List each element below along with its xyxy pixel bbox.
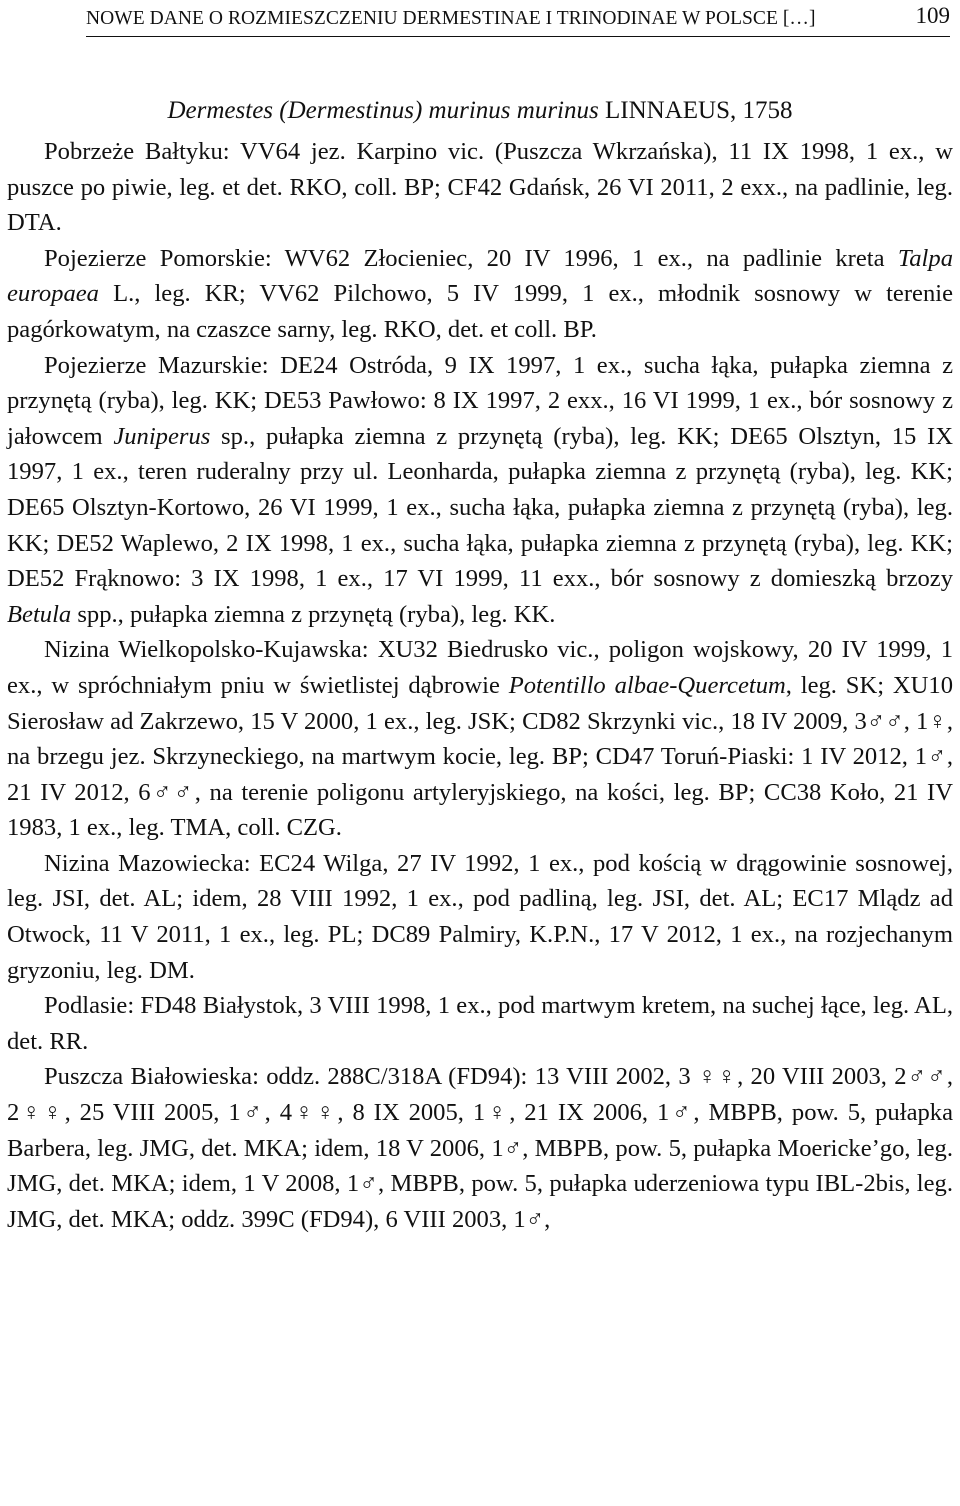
record-text: , leg. SK; XU10 Sierosław ad Zakrzewo, 15 V 2000, 1 ex., leg. JSK; CD82 Skrzynki vic., 18 IV 2009, 3♂♂, 1♀, na brzegu jez. Skrzyneckiego, na martwym kocie, leg. BP; CD47 Toruń-Piaski: 1 IV 2012, 1♂, 21 IV 2012, 6♂♂, na terenie poligonu artyleryjskiego, na kości, leg. BP; CC38 Koło, 21 IV 1983, 1 ex., leg. TMA, coll. CZG. (7, 671, 953, 842)
record-text: sp., pułapka ziemna z przynętą (ryba), leg. KK; DE65 Olsztyn, 15 IX 1997, 1 ex., teren ruderalny przy ul. Leonharda, pułapka ziemna z przynętą (ryba), leg. KK; DE65 Olsztyn-Kortowo, 26 VI 1999, 1 ex., sucha łąka, pułapka ziemna z przynętą (ryba), leg. KK; DE52 Waplewo, 2 IX 1998, 1 ex., sucha łąka, pułapka ziemna z przynętą (ryba), leg. KK; DE52 Frąknowo: 3 IX 1998, 1 ex., 17 VI 1999, 11 exx., bór sosnowy z domieszką brzozy (7, 422, 953, 593)
record-paragraph (7, 632, 953, 846)
record-paragraph (7, 1059, 953, 1237)
record-text: Nizina Wielkopolsko-Kujawska: XU32 Biedrusko vic., poligon wojskowy, 20 IV 1999, 1 ex., w spróchniałym pniu w świetlistej dąbrowie (7, 636, 953, 699)
record-text: Pobrzeże Bałtyku: VV64 jez. Karpino vic. (Puszcza Wkrzańska), 11 IX 1998, 1 ex., w puszce po piwie, leg. et det. RKO, coll. BP; CF42 Gdańsk, 26 VI 2011, 2 exx., na padlinie, leg. DTA. (7, 138, 953, 237)
running-title: NOWE DANE O ROZMIESZCZENIU DERMESTINAE I TRINODINAE W POLSCE […] (86, 8, 816, 29)
header-rule (86, 36, 950, 37)
record-paragraphs (7, 134, 953, 1237)
record-paragraph (7, 846, 953, 988)
taxon-name: Talpa europaea (7, 244, 953, 308)
record-paragraph (7, 134, 953, 241)
record-text: L., leg. KR; VV62 Pilchowo, 5 IV 1999, 1 ex., młodnik sosnowy w terenie pagórkowatym, na czaszce sarny, leg. RKO, det. et coll. BP. (7, 280, 953, 343)
page-header (86, 2, 950, 36)
species-heading (7, 88, 953, 134)
record-text: Puszcza Białowieska: oddz. 288C/318A (FD94): 13 VIII 2002, 3 ♀♀, 20 VIII 2003, 2♂♂, 2♀♀, 25 VIII 2005, 1♂, 4♀♀, 8 IX 2005, 1♀, 21 IX 2006, 1♂, MBPB, pow. 5, pułapka Barbera, leg. JMG, det. MKA; idem, 18 V 2006, 1♂, MBPB, pow. 5, pułapka Moericke’go, leg. JMG, det. MKA; idem, 1 V 2008, 1♂, MBPB, pow. 5, pułapka uderzeniowa typu IBL-2bis, leg. JMG, det. MKA; oddz. 399C (FD94), 6 VIII 2003, 1♂, (7, 1063, 953, 1233)
species-name: Dermestes (Dermestinus) murinus murinus (167, 97, 599, 124)
taxon-name: Betula (7, 600, 72, 628)
record-text: spp., pułapka ziemna z przynętą (ryba), leg. KK. (71, 600, 556, 628)
record-paragraph (7, 348, 953, 633)
taxon-name: Potentillo albae-Quercetum (508, 671, 786, 699)
record-text: Pojezierze Pomorskie: WV62 Złocieniec, 20 IV 1996, 1 ex., na padlinie kreta (44, 244, 898, 272)
main-text (7, 88, 953, 1237)
taxon-name: Juniperus (113, 422, 211, 450)
record-paragraph (7, 988, 953, 1059)
species-author: LINNAEUS, 1758 (604, 97, 793, 124)
page-number: 109 (915, 3, 950, 28)
record-text: Pojezierze Mazurskie: DE24 Ostróda, 9 IX 1997, 1 ex., sucha łąka, pułapka ziemna z przynętą (ryba), leg. KK; DE53 Pawłowo: 8 IX 1997, 2 exx., 16 VI 1999, 1 ex., bór sosnowy z jałowcem (7, 351, 953, 450)
record-text: Podlasie: FD48 Białystok, 3 VIII 1998, 1 ex., pod martwym kretem, na suchej łące, leg. AL, det. RR. (7, 992, 953, 1055)
record-text: Nizina Mazowiecka: EC24 Wilga, 27 IV 1992, 1 ex., pod kością w drągowinie sosnowej, leg. JSI, det. AL; idem, 28 VIII 1992, 1 ex., pod padliną, leg. JSI, det. AL; EC17 Mlądz ad Otwock, 11 V 2011, 1 ex., leg. PL; DC89 Palmiry, K.P.N., 17 V 2012, 1 ex., na rozjechanym gryzoniu, leg. DM. (7, 849, 953, 984)
record-paragraph (7, 241, 953, 348)
